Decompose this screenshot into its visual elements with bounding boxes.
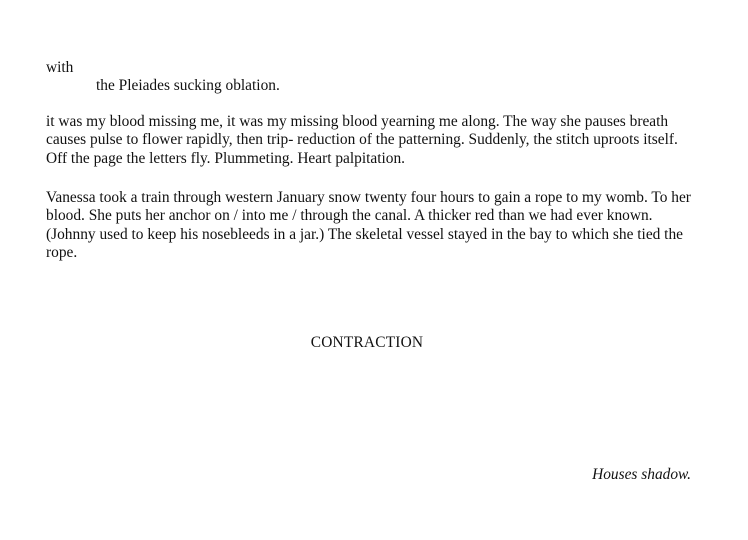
section-heading: CONTRACTION xyxy=(310,334,424,351)
poem-line-with: with xyxy=(46,59,74,76)
italic-caption: Houses shadow. xyxy=(592,466,691,483)
paragraph-blood: it was my blood missing me, it was my missing blood yearning me along. The way she pauses breath causes pulse to flower rapidly, then trip- reduction of the patterning. Suddenly, the stitch uproots itself. Off the page the letters fly. Plummeting. Heart palpitation. xyxy=(46,113,678,167)
poem-line-pleiades: the Pleiades sucking oblation. xyxy=(96,77,280,94)
paragraph-vanessa: Vanessa took a train through western January snow twenty four hours to gain a rope to my womb. To her blood. She puts her anchor on / into me / through the canal. A thicker red than we had ever known. (Johnny used to keep his nosebleeds in a jar.) The skeletal vessel stayed in the bay to which she tied the rope. xyxy=(46,189,691,261)
